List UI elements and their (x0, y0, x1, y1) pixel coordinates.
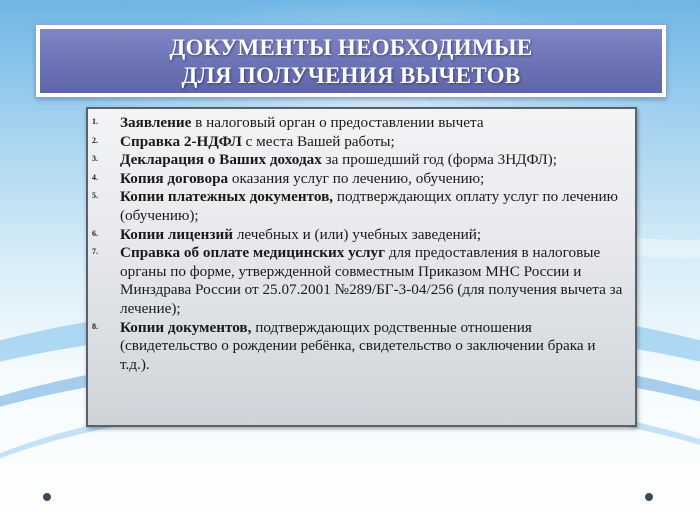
item-title: Копия договора (120, 169, 229, 187)
list-item (88, 151, 627, 170)
item-text: за прошедший год (форма 3НДФЛ); (321, 151, 557, 169)
documents-list (88, 114, 627, 374)
item-title: Декларация о Ваших доходах (120, 151, 322, 169)
item-number: 6. (92, 228, 98, 238)
item-number: 8. (92, 321, 98, 331)
item-title: Копии документов, (120, 318, 252, 336)
item-title: Справка об оплате медицинских услуг (120, 244, 386, 262)
item-text: подтверждающих родственные отношения (свидетельство о рождении ребёнка, свидетельство о заключении брака и т.д.). (120, 318, 596, 373)
title-line-2: ДЛЯ ПОЛУЧЕНИЯ ВЫЧЕТОВ (181, 63, 521, 88)
list-item (88, 170, 627, 189)
title-line-1: ДОКУМЕНТЫ НЕОБХОДИМЫЕ (169, 35, 533, 60)
list-item (88, 226, 627, 245)
item-title: Заявление (120, 114, 192, 131)
list-item (88, 188, 627, 225)
slide-title (36, 25, 666, 97)
list-item (88, 114, 627, 133)
item-text: подтверждающих оплату услуг по лечению (обучению); (120, 188, 618, 224)
item-number: 1. (92, 117, 98, 126)
list-item (88, 244, 627, 318)
item-text: с места Вашей работы; (241, 132, 395, 150)
item-text: оказания услуг по лечению, обучению; (228, 169, 485, 187)
list-item (88, 133, 627, 152)
list-item (88, 319, 627, 375)
item-number: 2. (92, 135, 98, 145)
item-number: 7. (92, 247, 98, 257)
documents-panel (86, 107, 637, 427)
item-number: 4. (92, 172, 98, 182)
item-text: в налоговый орган о предоставлении вычета (191, 114, 484, 131)
item-text: для предоставления в налоговые органы по форме, утвержденной совместным Приказом МНС России и Минздрава России от 25.07.2001 №289/БГ-3-04/256 (для получения вычета за лечение); (120, 244, 623, 317)
item-title: Копии платежных документов, (120, 188, 334, 206)
decorative-dot-icon (645, 493, 653, 501)
item-number: 3. (92, 154, 98, 164)
item-title: Справка 2-НДФЛ (120, 132, 242, 150)
decorative-dot-icon (43, 493, 51, 501)
item-number: 5. (92, 191, 98, 201)
item-title: Копии лицензий (120, 225, 234, 243)
item-text: лечебных и (или) учебных заведений; (233, 225, 482, 243)
